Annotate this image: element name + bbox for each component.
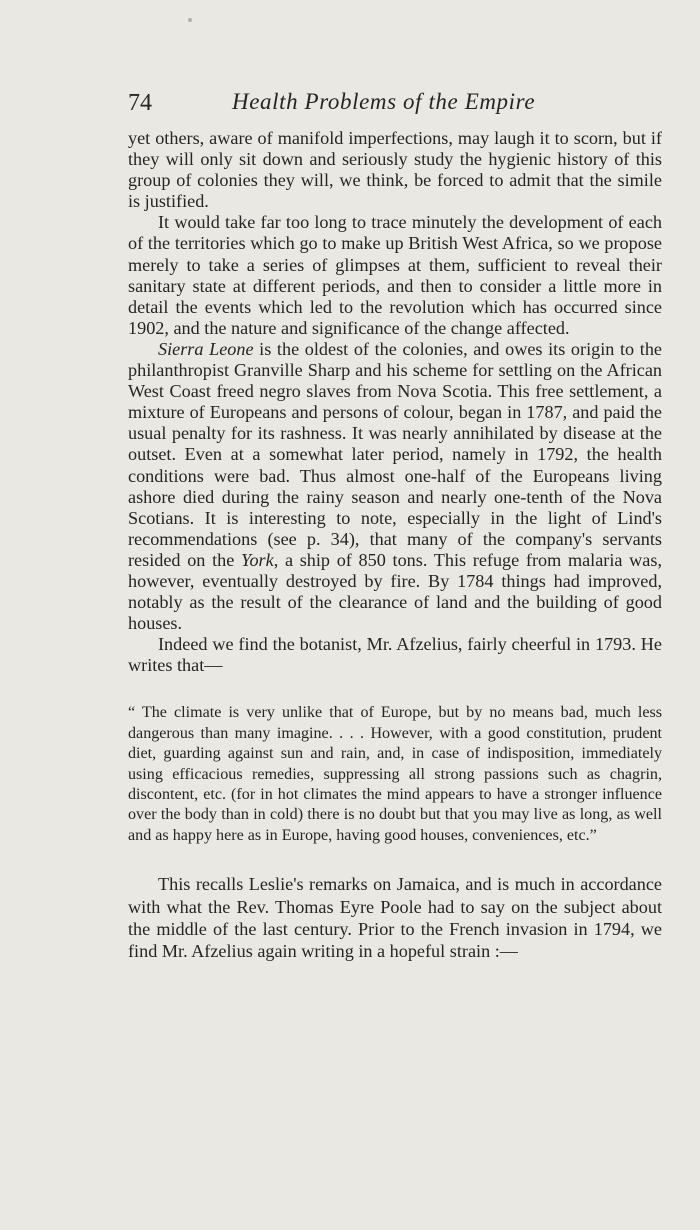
sierra-leone-italic: Sierra Leone (158, 338, 254, 359)
paper-speck (188, 18, 192, 22)
ship-name-italic: York (241, 549, 274, 570)
page-number: 74 (128, 90, 152, 116)
paragraph-sierra-leone (128, 339, 662, 634)
block-quote (128, 703, 662, 846)
sierra-leone-text-b: , a ship of 850 tons. This refuge from malaria was, however, eventually destroyed by fire. By 1784 things had improved, notably as the result of the clearance of land and the building of good houses. (128, 549, 662, 634)
paragraph-afzelius: Indeed we find the botanist, Mr. Afzelius, fairly cheerful in 1793. He writes that— (128, 634, 662, 676)
book-page (128, 88, 662, 962)
sierra-leone-text-a: is the oldest of the colonies, and owes its origin to the philanthropist Granville Sharp and his scheme for settling on the African West Coast freed negro slaves from Nova Scotia. This free settlement, a mixture of Europeans and persons of colour, began in 1787, and paid the usual penalty for its rashness. It was nearly annihilated by disease at the outset. Even at a somewhat later period, namely in 1792, the health conditions were bad. Thus almost one-half of the Europeans living ashore died during the rainy season and nearly one-tenth of the Nova Scotians. It is interesting to note, especially in the light of Lind's recommendations (see p. 34), that many of the company's servants resided on the (128, 338, 662, 570)
running-head: Health Problems of the Empire (232, 89, 536, 114)
page-header (128, 88, 662, 124)
paragraph-leslie: This recalls Leslie's remarks on Jamaica, and is much in accordance with what the Rev. Thomas Eyre Poole had to say on the subject about the middle of the last century. Prior to the French invasion in 1794, we find Mr. Afzelius again writing in a hopeful strain :— (128, 874, 662, 962)
paragraph-continuation: yet others, aware of manifold imperfections, may laugh it to scorn, but if they will only sit down and seriously study the hygienic history of this group of colonies they will, we think, be forced to admit that the simile is justified. (128, 128, 662, 212)
paragraph-west-africa: It would take far too long to trace minutely the development of each of the territories which go to make up British West Africa, so we propose merely to take a series of glimpses at them, sufficient to reveal their sanitary state at different periods, and then to consider a little more in detail the events which led to the revolution which has occurred since 1902, and the nature and significance of the change affected. (128, 212, 662, 338)
block-quote-text: “ The climate is very unlike that of Europe, but by no means bad, much less dangerous than many imagine. . . . However, with a good constitution, prudent diet, guarding against sun and rain, and, in case of indisposition, immediately using efficacious remedies, suppressing all strong passions such as chagrin, discontent, etc. (for in hot climates the mind appears to have a stronger influence over the body than in cold) there is no doubt but that you may live as long, as well and as happy here as in Europe, having good houses, conveniences, etc.” (128, 704, 662, 844)
